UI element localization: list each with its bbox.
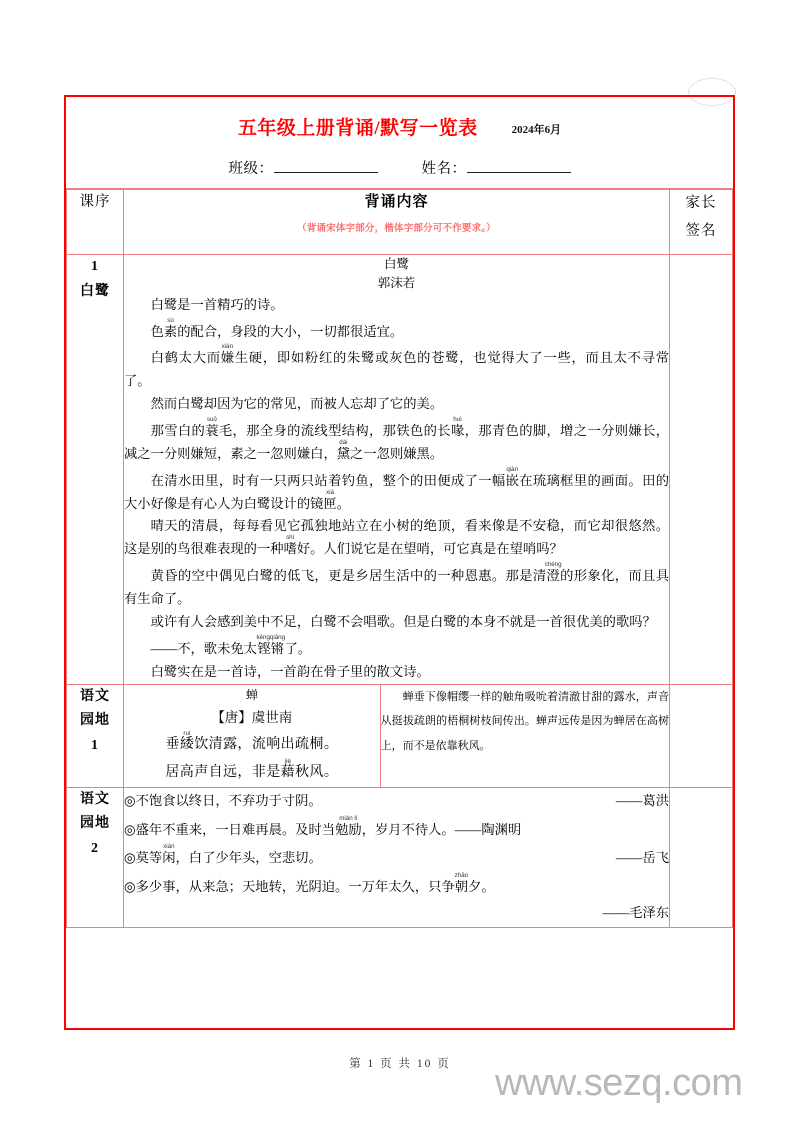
proverb-text: ◎多少事，从来急；天地转，光阴迫。一万年太久，只争朝zhāo夕。	[124, 871, 495, 894]
row3-seq-line3: 2	[91, 840, 99, 856]
article-paragraph: 白鹭实在是一首诗，一首韵在骨子里的散文诗。	[150, 663, 430, 679]
proverb-source: ——陶渊明	[454, 821, 522, 837]
row2-signature-cell[interactable]	[670, 684, 733, 787]
row2-seq-line1: 语文	[80, 688, 110, 704]
poem-author: 【唐】虞世南	[211, 709, 293, 725]
article-author: 郭沫若	[377, 276, 416, 291]
article-paragraph: 然而白鹭却因为它的常见，而被人忘却了它的美。	[150, 396, 444, 412]
proverb-text: ◎莫等闲xián，白了少年头，空悲切。	[124, 843, 322, 866]
document-sheet	[64, 95, 735, 1030]
header-content-note: （背诵宋体字部分，楷体字部分可不作要求。）	[297, 224, 496, 234]
title-band	[66, 97, 733, 189]
row2-seq-line2: 园地	[80, 713, 110, 728]
row3-seq-cell	[67, 787, 124, 927]
proverb-text: ◎不饱食以终日，不弃功于寸阴。	[124, 792, 322, 808]
row1-seq-name: 白鹭	[80, 283, 110, 299]
page-footer: 第 1 页 共 10 页	[349, 1058, 451, 1070]
row2-content-cell	[124, 684, 670, 787]
proverb-source: ——毛泽东	[602, 905, 669, 921]
class-input-blank[interactable]	[274, 158, 378, 173]
ruby-hui: 喙huì	[450, 416, 465, 439]
proverb-text: ◎盛年不重来，一日难再晨。及时当勉励miǎn lì，岁月不待人。	[124, 814, 455, 837]
ruby-xian: 嫌xián	[220, 343, 235, 366]
row3-seq-line1: 语文	[80, 791, 110, 807]
row1-seq-number: 1	[91, 259, 99, 274]
ruby-dai: 黛dài	[336, 438, 351, 461]
poem-line-2: 居高声自远，非是藉jiè秋风。	[165, 758, 339, 781]
header-sign-line1: 家长	[685, 195, 717, 211]
proverb-item	[124, 872, 669, 901]
proverb-source: ——岳飞	[615, 850, 669, 866]
header-seq: 课序	[67, 190, 124, 255]
title-row	[66, 97, 733, 140]
article-paragraph: 色素sù的配合，身段的大小，一切都很适宜。	[150, 316, 404, 339]
ruby-suo: 蓑suō	[205, 416, 219, 439]
header-sign-line2: 签名	[685, 222, 717, 239]
row3-seq-line2: 园地	[80, 816, 110, 832]
proverb-item	[124, 788, 669, 815]
poem-translation-cell	[380, 685, 669, 787]
ruby-xian2: 闲xián	[162, 843, 176, 866]
ruby-qian: 嵌qiàn	[505, 465, 520, 488]
page-title: 五年级上册背诵/默写一览表	[237, 118, 478, 139]
article-paragraph: 在清水田里，时有一只两只站着钓鱼，整个的田便成了一幅嵌qiàn在琉璃框里的画面。田的大小好像是有心人为白鹭设计的镜匣xiá。	[124, 465, 670, 511]
proverb-source: ——葛洪	[615, 792, 669, 808]
header-content-title: 背诵内容	[364, 194, 429, 210]
article-paragraph: ——不，歌未免太铿锵kēngqiāng了。	[150, 633, 312, 656]
table-header-row	[67, 190, 733, 255]
poem-translation: 蝉垂下像帽缨一样的触角吸吮着清澈甘甜的露水，声音从挺拔疏朗的梧桐树枝间传出。蝉声远传是因为蝉居在高树上，而不是依靠秋风。	[380, 690, 669, 752]
poem-split-table	[124, 685, 669, 787]
ruby-rui: 緌ruí	[179, 729, 195, 752]
proverb-item-source-tail	[124, 900, 669, 927]
row3-signature-cell[interactable]	[670, 787, 733, 927]
ruby-kengqiang: 铿锵kēngqiāng	[256, 633, 286, 656]
ruby-su: 素sù	[163, 316, 178, 339]
article-paragraph: 晴天的清晨，每每看见它孤独地站立在小树的绝顶，看来像是不安稳，而它却很悠然。这是别的鸟很难表现的一种嗜shì好。人们说它是在望哨，可它真是在望哨吗？	[124, 518, 669, 557]
row3-content-cell	[124, 787, 670, 927]
poem-title: 蝉	[245, 687, 258, 702]
article-paragraph: 白鹤太大而嫌xián生硬，即如粉红的朱鹭或灰色的苍鹭，也觉得大了一些，而且太不寻常了。	[124, 343, 670, 389]
ruby-jie: 藉jiè	[280, 758, 296, 781]
poem-line-1: 垂緌ruí饮清露，流响出疏桐。	[165, 729, 339, 752]
site-watermark: www.sezq.com	[495, 1062, 743, 1104]
table-row	[67, 787, 733, 927]
ruby-cheng: 澄chéng	[544, 561, 562, 584]
name-label: 姓名：	[421, 161, 467, 177]
row1-seq-cell	[67, 255, 124, 685]
name-input-blank[interactable]	[467, 158, 571, 173]
ruby-xia: 匣xiá	[323, 488, 337, 511]
header-content	[124, 190, 670, 255]
article-paragraph: 白鹭是一首精巧的诗。	[150, 296, 284, 312]
article-paragraph: 或许有人会感到美中不足，白鹭不会唱歌。但是白鹭的本身不就是一首很优美的歌吗？	[150, 613, 656, 629]
row1-content-cell	[124, 255, 670, 685]
header-parent-signature	[670, 190, 733, 255]
class-field	[229, 157, 378, 178]
article-paragraph: 黄昏的空中偶见白鹭的低飞，更是乡居生活中的一种恩惠。那是清澄chéng的形象化，而且具有生命了。	[124, 561, 670, 607]
identity-fields	[66, 157, 733, 178]
proverb-item	[124, 815, 669, 844]
document-date: 2024年6月	[511, 124, 562, 136]
ruby-zhao: 朝zhāo	[454, 871, 469, 894]
name-field	[422, 157, 571, 178]
ruby-shi: 嗜shì	[283, 534, 297, 557]
recitation-table	[66, 189, 733, 928]
table-row	[67, 684, 733, 787]
class-label: 班级：	[228, 161, 274, 177]
ruby-mianli: 勉励miǎn lì	[335, 814, 362, 837]
row2-seq-cell	[67, 684, 124, 787]
table-row	[67, 255, 733, 685]
row2-seq-line3: 1	[91, 737, 99, 753]
row1-signature-cell[interactable]	[670, 255, 733, 685]
article-title: 白鹭	[383, 257, 409, 271]
article-paragraph: 那雪白的蓑suō毛，那全身的流线型结构，那铁色的长喙huì，那青色的脚，增之一分则嫌长，减之一分则嫌短，素之一忽则嫌白，黛dài之一忽则嫌黑。	[124, 416, 670, 461]
poem-cell	[124, 685, 380, 787]
proverb-item	[124, 843, 669, 872]
